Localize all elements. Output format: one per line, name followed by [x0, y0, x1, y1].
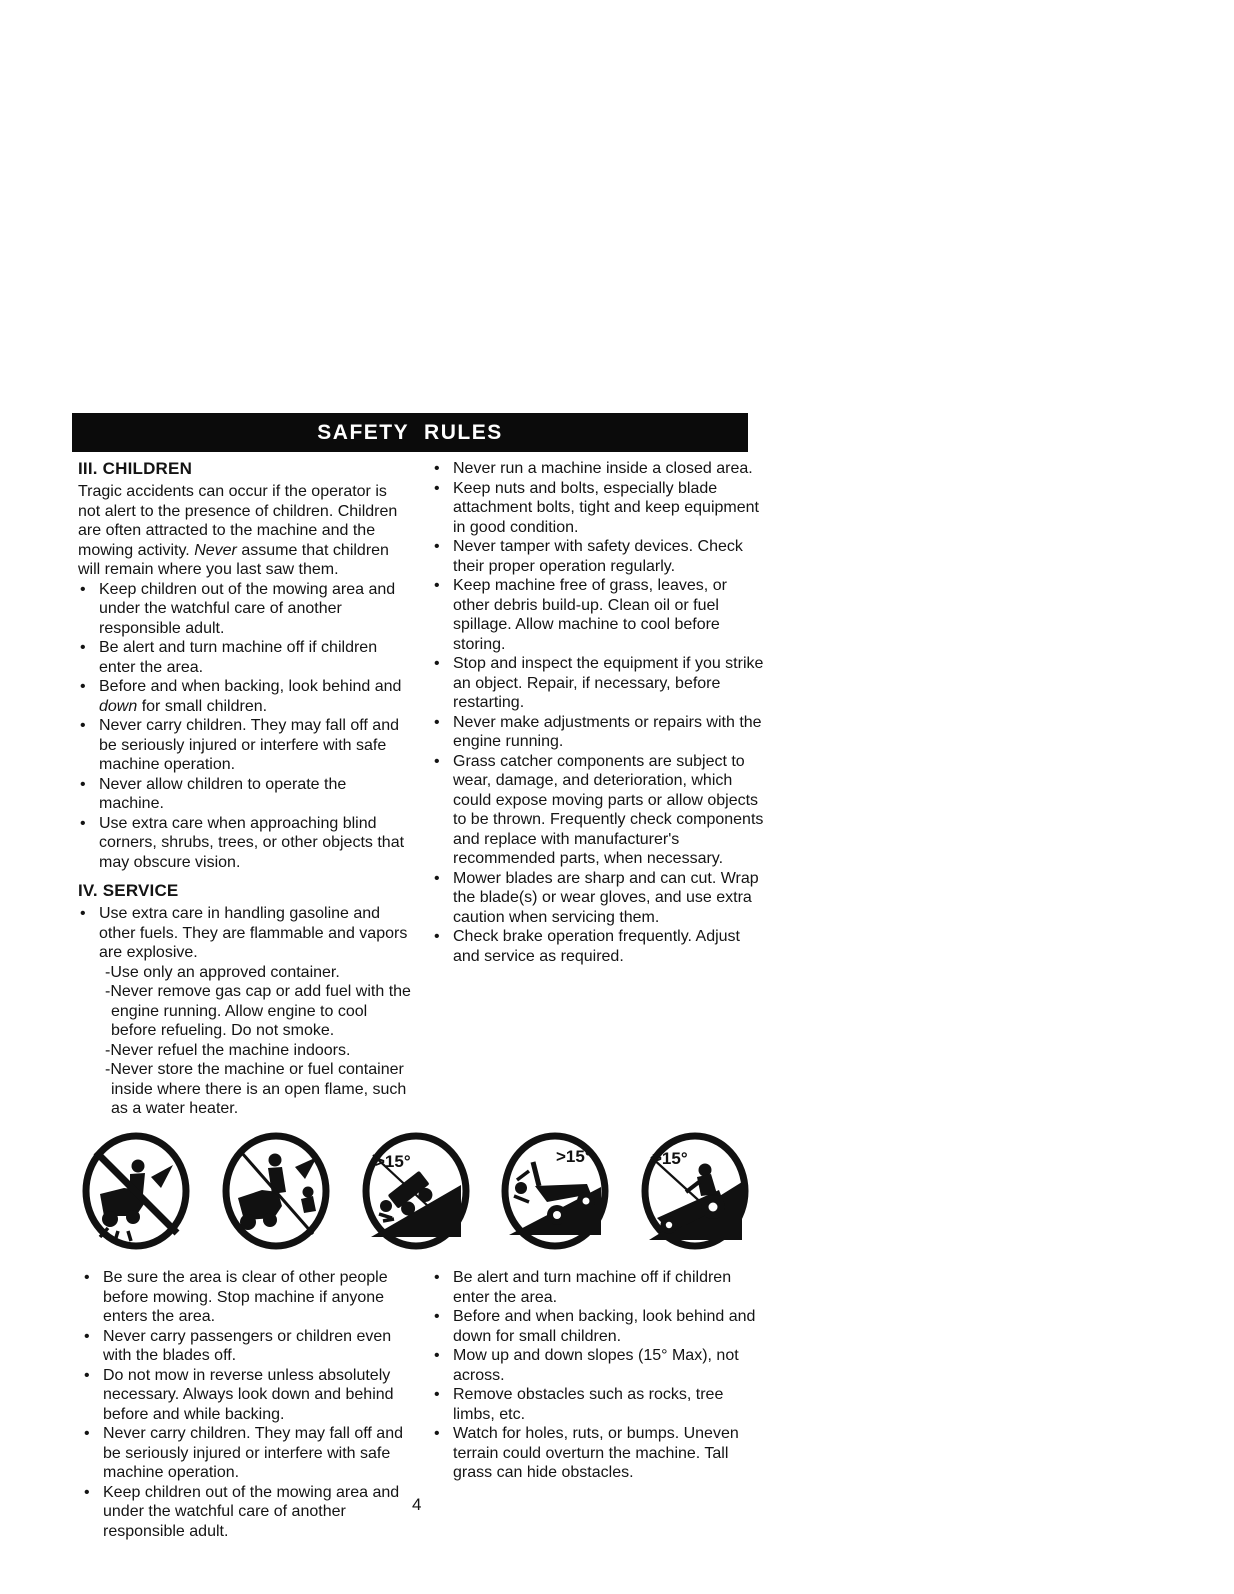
- bullet-marker: •: [84, 1425, 90, 1442]
- bullet-marker: •: [434, 1269, 440, 1286]
- right-bullet-list: [432, 459, 766, 966]
- bullet-text: Grass catcher components are subject to wear, damage, and deterioration, which could expose moving parts or allow objects to be thrown. Frequently check components and replace with manufacturer's recommended parts, when necessary.: [453, 752, 764, 867]
- slope-backflip-icon: [499, 1130, 612, 1252]
- bullet-text: Remove obstacles such as rocks, tree limbs, etc.: [453, 1386, 724, 1423]
- bullet-marker: •: [84, 1366, 90, 1384]
- bullet-item: [78, 677, 412, 716]
- dash-item: -Never store the machine or fuel container inside where there is an open flame, such as a water heater.: [105, 1061, 407, 1117]
- bullet-text: Keep nuts and bolts, especially blade attachment bolts, tight and keep equipment in good condition.: [453, 479, 759, 536]
- bullet-item: [82, 1268, 422, 1327]
- bullet-item: [432, 654, 766, 713]
- slope-angle-label: >15°: [556, 1147, 592, 1166]
- bullet-marker: •: [434, 479, 440, 497]
- service-sub-list: [105, 963, 412, 1119]
- bullet-marker: •: [84, 1483, 90, 1501]
- bottom-right-bullet-list: [432, 1268, 766, 1483]
- bullet-item: [78, 638, 412, 677]
- bullet-text: Stop and inspect the equipment if you strike an object. Repair, if necessary, before restarting.: [453, 655, 764, 711]
- bullet-item: [432, 1268, 766, 1307]
- bullet-text: Mower blades are sharp and can cut. Wrap the blade(s) or wear gloves, and use extra caution when servicing them.: [453, 869, 759, 926]
- text-segment: Before and when backing, look behind and: [99, 678, 402, 695]
- bullet-item: [78, 716, 412, 775]
- bullet-text: Use extra care when approaching blind corners, shrubs, trees, or other objects that may obscure vision.: [99, 814, 405, 871]
- text-segment-italic: Never: [194, 541, 237, 559]
- bullet-item: [78, 580, 412, 639]
- bullet-item: [432, 1346, 766, 1385]
- bullet-text: Keep machine free of grass, leaves, or other debris build-up. Clean oil or fuel spillage. Allow machine to cool before storing.: [453, 577, 727, 653]
- bullet-item: [432, 752, 766, 869]
- bullet-marker: •: [434, 713, 440, 731]
- bullet-item: [78, 775, 412, 814]
- bullet-item: [82, 1366, 422, 1425]
- slope-tipover-icon: [360, 1130, 473, 1252]
- bullet-marker: •: [80, 580, 86, 598]
- bullet-item: [78, 904, 412, 963]
- right-column: [432, 459, 766, 1119]
- no-passengers-icon: [220, 1130, 333, 1252]
- bullet-marker: •: [84, 1327, 90, 1345]
- bullet-marker: •: [80, 775, 86, 793]
- slope-angle-label: >15°: [374, 1152, 411, 1171]
- bullet-item: [432, 576, 766, 654]
- bullet-item: [78, 814, 412, 873]
- bullet-marker: •: [434, 1386, 440, 1403]
- bullet-text: Before and when backing, look behind and down for small children.: [453, 1308, 756, 1345]
- bullet-text: Be alert and turn machine off if children enter the area.: [99, 639, 378, 676]
- bullet-text: Never allow children to operate the machine.: [99, 775, 347, 812]
- bullet-text: Never carry children. They may fall off and be seriously injured or interfere with safe machine operation.: [99, 717, 399, 773]
- children-heading: III. CHILDREN: [78, 459, 193, 478]
- dash-item: -Never refuel the machine indoors.: [105, 1041, 351, 1059]
- bullet-text: Keep children out of the mowing area and under the watchful care of another responsible adult.: [99, 580, 396, 637]
- bullet-marker: •: [434, 752, 440, 770]
- service-bullet-list: [78, 904, 412, 963]
- children-intro-paragraph: [78, 482, 412, 580]
- bullet-item: [432, 537, 766, 576]
- bullet-text: Never carry passengers or children even with the blades off.: [103, 1327, 392, 1364]
- bullet-marker: •: [80, 814, 86, 832]
- bullet-marker: •: [434, 1308, 440, 1325]
- bullet-item: [82, 1327, 422, 1366]
- text-segment-italic: down: [99, 697, 138, 715]
- text-segment: for small children.: [137, 697, 268, 715]
- left-column: [78, 459, 412, 1119]
- bullet-item: [432, 1307, 766, 1346]
- bottom-right-column: [432, 1268, 766, 1541]
- bullet-text: Never carry children. They may fall off and be seriously injured or interfere with safe machine operation.: [103, 1425, 403, 1481]
- bullet-item: [432, 869, 766, 928]
- bottom-left-column: [82, 1268, 422, 1541]
- dash-item: -Never remove gas cap or add fuel with the engine running. Allow engine to cool before refueling. Do not smoke.: [105, 983, 411, 1039]
- bullet-text: Never tamper with safety devices. Check their proper operation regularly.: [453, 538, 743, 575]
- bottom-text-columns: [82, 1268, 766, 1541]
- bullet-text: [99, 677, 412, 716]
- bullet-text: Mow up and down slopes (15° Max), not across.: [453, 1347, 739, 1384]
- bottom-left-bullet-list: [82, 1268, 422, 1541]
- text-segment: Tragic accidents can occur if the operator is not alert to the presence of children. Children are often attracted to the machine and the mowing activity.: [78, 483, 398, 559]
- bullet-item: [82, 1424, 422, 1483]
- bullet-marker: •: [434, 1425, 440, 1442]
- bullet-marker: •: [80, 678, 86, 695]
- bullet-item: [432, 713, 766, 752]
- bullet-item: [432, 1385, 766, 1424]
- bullet-item: [432, 479, 766, 538]
- bullet-item: [432, 1424, 766, 1483]
- page-number: 4: [412, 1495, 422, 1514]
- bullet-marker: •: [80, 639, 86, 656]
- mow-up-down-slope-icon: [639, 1130, 752, 1252]
- bullet-marker: •: [434, 655, 440, 672]
- bullet-text: Never run a machine inside a closed area.: [453, 460, 753, 477]
- text-segment: assume that children will remain where you last saw them.: [78, 541, 389, 578]
- bullet-marker: •: [434, 460, 440, 477]
- bullet-item: [432, 927, 766, 966]
- bullet-marker: •: [80, 717, 86, 734]
- bullet-item: [82, 1483, 422, 1542]
- warning-pictograms-row: [80, 1130, 752, 1252]
- bullet-text: Check brake operation frequently. Adjust and service as required.: [453, 928, 740, 965]
- top-text-columns: [78, 459, 768, 1119]
- bullet-marker: •: [434, 538, 440, 555]
- bullet-text: Watch for holes, ruts, or bumps. Uneven terrain could overturn the machine. Tall grass can hide obstacles.: [453, 1425, 739, 1481]
- dash-item: -Use only an approved container.: [105, 963, 340, 981]
- slope-angle-label: >15°: [652, 1149, 688, 1168]
- bullet-marker: •: [434, 928, 440, 945]
- bullet-text: Use extra care in handling gasoline and other fuels. They are flammable and vapors are explosive.: [99, 905, 408, 961]
- bullet-text: Never make adjustments or repairs with the engine running.: [453, 713, 762, 750]
- bullet-text: Do not mow in reverse unless absolutely necessary. Always look down and behind before and while backing.: [103, 1366, 394, 1423]
- bullet-marker: •: [80, 905, 86, 922]
- bullet-marker: •: [84, 1269, 90, 1286]
- bullet-text: Be alert and turn machine off if children enter the area.: [453, 1269, 732, 1306]
- children-bullet-list: [78, 580, 412, 873]
- bullet-marker: •: [434, 577, 440, 594]
- section-header-bar: [72, 413, 748, 452]
- bullet-marker: •: [434, 1347, 440, 1364]
- page-title: SAFETY RULES: [317, 420, 503, 444]
- bullet-text: Be sure the area is clear of other people before mowing. Stop machine if anyone enters the area.: [103, 1269, 388, 1325]
- bullet-marker: •: [434, 869, 440, 887]
- no-bystanders-icon: [80, 1130, 193, 1252]
- service-heading: IV. SERVICE: [78, 881, 179, 900]
- bullet-item: [432, 459, 766, 479]
- bullet-text: Keep children out of the mowing area and under the watchful care of another responsible adult.: [103, 1483, 400, 1540]
